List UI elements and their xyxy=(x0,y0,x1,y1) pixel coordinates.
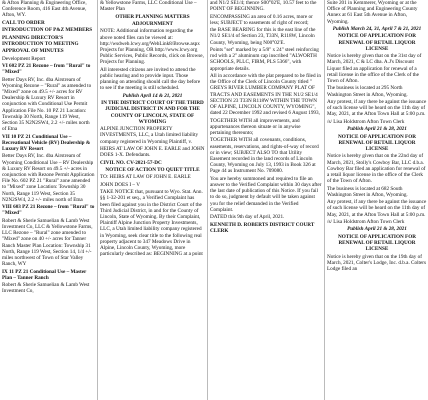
agenda-item: OTHER PLANNING MATTERS xyxy=(115,13,190,20)
text-block: the BASE BEARING for this is the east line of the N1/2 SE1/4 of Section 23, T33N, R118W, Lincoln County, Wyoming, being N00°02'E. xyxy=(210,27,316,46)
text-block: TO: HEIRS AT LAW OF JOHN E. EARLE xyxy=(100,174,191,181)
column-2 xyxy=(98,0,207,400)
text-block: ENCOMPASSING an area of 0.16 acres, more or less; SUBJECT to easements of right of record; xyxy=(210,13,313,26)
agenda-item: INTRODUCTION OF P&Z MEMBERS xyxy=(2,27,93,34)
text-block: Points "set" marked by a 5/8" x 24" steel reinforcing rod with a 2" aluminum cap inscribed "ALWORTH SCHOOLS, PLLC, FIRM, PLS 5366", with appropriate details. xyxy=(210,46,319,72)
text-block: All in accordance with the plat prepared to be filed in the Office of the Clerk of Lincoln County titled " GREYS RIVER LUMBER COMPANY PLAT OF TRACTS AND EASEMENTS IN THE N1/2 SE1/4 SECTION 23 T33N R118W WITHIN THE TOWN OF ALPINE, LINCOLN COUNTY, WYOMING", dated 22 December 1992 and revised 6 August 1993, xyxy=(210,72,321,117)
text-block: ALPINE JUNCTION PROPERTY INVESTMENTS, LLC, a Utah limited liability company registered in Wyoming Plaintiff, v. xyxy=(100,126,199,145)
text-block: DATED this 9th day of April, 2021. xyxy=(210,214,285,221)
text-block: JOHN DOES I – V xyxy=(100,181,140,188)
text-block: & Yellowstone Farms, LLC Conditional Use – Master Plan xyxy=(100,0,197,13)
text-block: Notice is hereby given that on the 31st day of March, 2021, C & LC dba. A.J's Discount Liquor filed an application for renewal of a retail license in the office of the Clerk of the Town of Afton. xyxy=(327,53,422,84)
signature-line: KENNETH D. ROBERTS DISTRICT COURT CLERK xyxy=(210,221,315,234)
notice-heading: NOTICE OF APPLICATION FOR RENEWAL OF RETAIL LIQUOR LICENSE xyxy=(338,133,416,152)
text-block: All interested citizens are invited to attend the public hearing and to provide input. Those planning on attending should call the day before to see if the meeting is still scheduled. xyxy=(100,66,201,92)
publish-line: Publish March 24, 31, April 7 & 21, 2021 xyxy=(332,26,422,32)
text-block: Notice is hereby given that on the 19th day of March, 2021, Colter's Lodge, Inc. d.b.a. Colters Lodge filed an xyxy=(327,253,427,272)
publish-line: Publish April 14 & 21, 2021 xyxy=(122,92,183,99)
agenda-item: CALL TO ORDER xyxy=(2,19,45,26)
case-number: CIVIL NO. CV-2021-57-DC xyxy=(100,159,162,166)
agenda-item: VII 10 PZ 21 Conditional Use – Recreational Vehicle (RV) Dealership & Luxury RV Resort xyxy=(2,133,91,152)
text-block: Robert & Sherie Samuelian & Lamb West Investment Co, xyxy=(2,282,90,295)
text-block: TOGETHER WITH all improvements, and appurtenances thereon situate or in anywise pertaining thereunto; xyxy=(210,117,301,136)
column-1 xyxy=(0,0,97,400)
text-block: and N1/2 SE1/4; thence S00°02'E, 10.57 feet to the POINT OF BEGINNING. xyxy=(210,0,317,13)
agenda-item: Development Report xyxy=(2,55,46,62)
text-block: Notice is hereby given that on the 22nd day of March, 2021, Stolly's Cowboy Bar, LLC d.b.a. Cowboy Bar filed an application for renewal of a retail liquor license in the office of the Clerk of the Town of Afton. xyxy=(327,153,426,185)
notice-heading: IN THE DISTRICT COURT OF THE THIRD JUDICIAL DISTRICT IN AND FOR THE COUNTY OF LINCOLN, STATE OF WYOMING xyxy=(101,100,204,125)
text-block: Robert & Sherie Samuelian & Lamb West Investment Co, LLC & Yellowstone Farms, LLC Rezone – "Rural" zone amended to "Mixed" zone on 40 +/- acres for Tanner Ranch Master Plan Location: Township 31 North, Range 119 West, Section 14, 1/4 +/- miles northwest of Town of Star Valley Ranch, WY xyxy=(2,217,93,268)
publish-line: Publish April 21 & 28, 2021 xyxy=(347,126,407,133)
text-block: HEIRS AT LAW OF JOHN E. EARLE and JOHN DOES 1-X. Defendants. xyxy=(100,145,205,159)
text-block: Better Days RV, Inc. dba Airstream of Wyoming Conditional Use – RV Dealership & Luxury RV Resort on 49.5 +/- acres in conjunction with Rezone Permit Application File No. 602 PZ 21 "Rural" zone amended to "Mixed" zone Location: Township 30 North, Range 119 West, Section 35 N2N2SW4, 2.2 +/- miles north of Etna xyxy=(2,153,95,203)
notice-heading: NOTICE OF APPLICATION FOR RENEWAL OF RETAIL LIQUOR LICENSE xyxy=(338,233,416,253)
agenda-item: VI 602 PZ 21 Rezone – from "Rural" to "Mixed" xyxy=(2,62,91,76)
agenda-item: PLANNING DIRECTOR'S INTRODUCTION TO MEETING xyxy=(2,34,79,47)
signature-line: /s/ Lisa Holdstrom Afton Town Clerk xyxy=(327,118,405,125)
agenda-item: APPROVAL OF MINUTES xyxy=(2,48,64,55)
text-block: Suite 201 in Kemmerer, Wyoming or at the Office of Planning and Engineering County Annex at 61 East 5th Avenue in Afton, Wyoming. xyxy=(327,0,418,25)
text-block: Any protest, if any there be against the issuance of such license will be heard on the 11th day of May, 2021, at the Afton Town Hall at 5:00 p.m. xyxy=(327,199,427,218)
notice-heading: NOTICE OF APPLICATION FOR RENEWAL OF RETAIL LIQUOR LICENSE xyxy=(338,33,416,52)
column-4 xyxy=(325,0,428,400)
agenda-item: VIII 603 PZ 21 Rezone – from "Rural" to "Mixed" xyxy=(2,204,95,217)
notice-heading: NOTICE OF ACTION TO QUIET TITLE xyxy=(105,166,200,173)
text-block: Any protest, if any there be against the issuance of such license will be heard on the 11th day of May, 2021, at the Afton Town Hall at 5:00 p.m. xyxy=(327,98,427,118)
column-3 xyxy=(208,0,324,400)
text-block: Better Days RV, Inc. dba Airstream of Wyoming Rezone – "Rural" as amended to "Mixed" zone on 49.5 +/- acres for RV Dealership & Luxury RV Resort in conjunction with Conditional Use Permit Application File No. 10 PZ 21 Location: Township 30 North, Range 119 West, Section 35 N2N2SW4, 2.2 +/- miles north of Etna xyxy=(2,76,92,133)
text-block: TOGETHER WITH all covenants, conditions, easements, reservations, and rights-of-way of record or in view; SUBJECT ALSO TO that Utility Easement recorded in the land records of Lincoln County, Wyoming on July 13, 1993 in Book 326 at Page 44 as Instrument No. 709080. xyxy=(210,137,319,175)
text-block: NOTE: Additional information regarding the above noted files can be viewed at: http://wsdweb.lcwy.org/WebLink8/Browse.aspx Projects for Planning, OR http://www.lcwy.org Public Services, Public Records, click on Browse, Projects for Planning. xyxy=(100,28,204,66)
text-block: The business is located at 295 North Washington Street in Afton, Wyoming. xyxy=(327,85,408,98)
publish-line: Publish April 21 & 28, 2021 xyxy=(347,226,407,233)
agenda-item: IX 11 PZ 21 Conditional Use – Master Plan – Tanner Ranch xyxy=(2,268,87,281)
text-block: You are hereby summoned and required to file an answer to the Verified Complaint within 30 days after the last date of publication of this Notice. If you fail to do so, judgment by default will be taken against you for the relief demanded in the Verified Complaint. xyxy=(210,175,322,213)
agenda-item: ADJOURNMENT xyxy=(132,20,173,27)
text-block: The business is located at 682 South Washington Street in Afton, Wyoming. xyxy=(327,185,408,198)
signature-line: /s/ Lisa Holdstrom Afton Town Clerk xyxy=(327,218,405,225)
text-block: TAKE NOTICE that, pursuant to Wyo. Stat. Ann. §§ 1-32-201 et seq., a Verified Complaint has been filed against you in the District Court of the Third Judicial District, in and for the County of Lincoln, State of Wyoming. By their Complaint, Plaintiff Alpine Junction Property Investments, LLC, a Utah limited liability company registered in Wyoming, seek clear title to the following real property adjacent to 347 Meadows Drive in Alpine, Lincoln County, Wyoming, more particularly described as: BEGINNING at a point xyxy=(100,189,203,258)
text-block: & Afton Planning & Engineering Office, Conference Room, 416 East 4th Avenue, Afton, WY. xyxy=(2,0,87,19)
